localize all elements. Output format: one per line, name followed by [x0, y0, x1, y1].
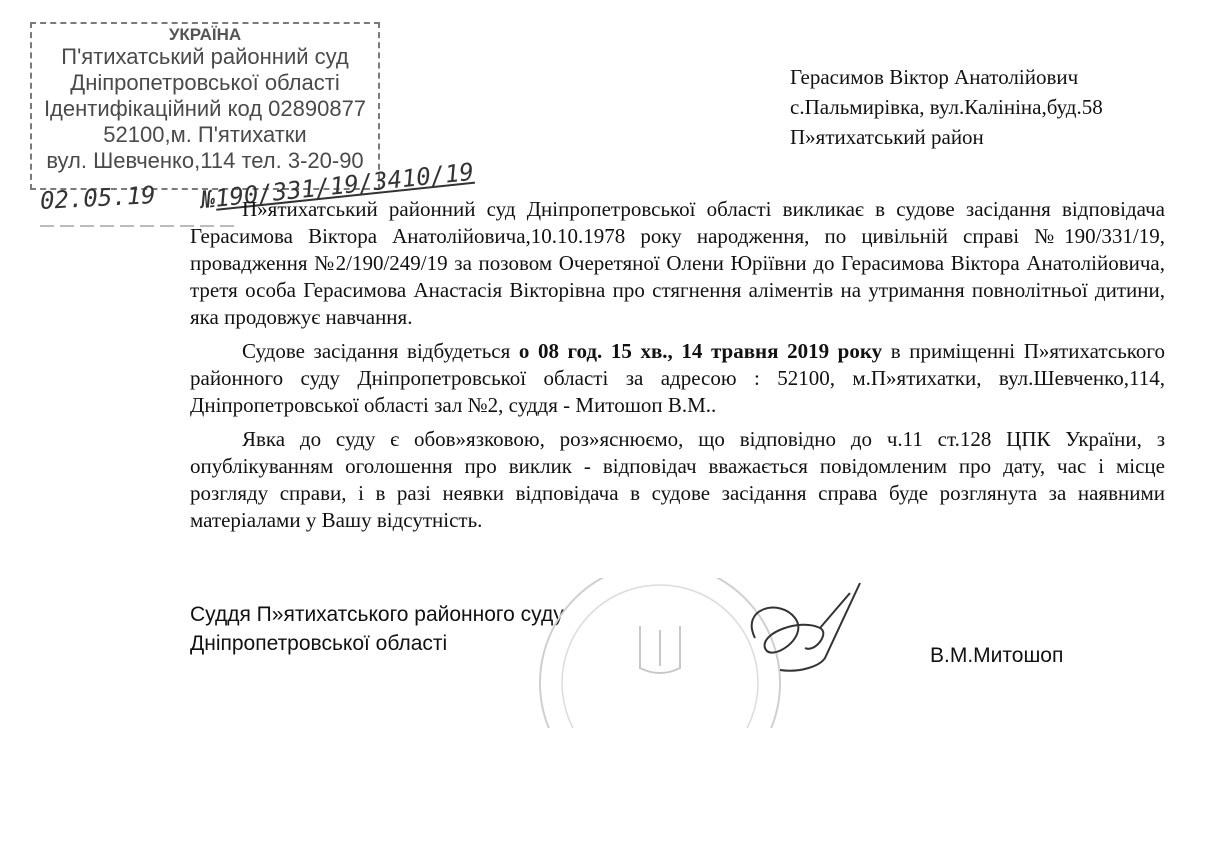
judge-position	[190, 600, 564, 658]
summons-paragraph-1: П»ятихатський районний суд Дніпропетровської області викликає в судове засідання відповідача Герасимова Віктора Анатолійовича,10.10.1978 року народження, по цивільній справі №190/331/19, провадження №2/190/249/19 за позовом Очеретяної Олени Юріївни до Герасимова Віктора Анатолійовича, третя особа Герасимова Анастасія Вікторівна про стягнення аліментів на утримання повнолітньої дитини, яка продовжує навчання.	[190, 197, 1165, 329]
trident-emblem	[640, 626, 680, 673]
seal-and-signature	[520, 578, 880, 728]
recipient-name: Герасимов Віктор Анатолійович	[790, 65, 1079, 89]
summons-paragraph-3: Явка до суду є обов»язковою, роз»яснюємо, що відповідно до ч.11 ст.128 ЦПК України, з опублікуванням оголошення про виклик - відповідач вважається повідомленим про дату, час і місце розгляду справи, і в разі неявки відповідача в судове засідання справа буде розглянута за наявними матеріалами у Вашу відсутність.	[190, 427, 1165, 532]
stamp-number-value: 190/331/19/3410/19	[213, 157, 476, 213]
summons-body	[190, 196, 1165, 541]
stamp-court-name: П'ятихатський районний суд	[61, 44, 349, 69]
handwritten-signature	[752, 583, 860, 671]
stamp-country: УКРАЇНА	[168, 25, 242, 44]
judge-position-line2: Дніпропетровської області	[190, 632, 448, 655]
summons-paragraph-2	[190, 338, 1165, 419]
court-stamp	[30, 22, 380, 190]
stamp-number-prefix: №	[199, 184, 217, 215]
stamp-id-code: Ідентифікаційний код 02890877	[43, 96, 367, 121]
stamp-date: 02.05.19	[39, 180, 157, 216]
stamp-street: вул. Шевченко,114 тел. 3-20-90	[46, 148, 364, 173]
hearing-intro: Судове засідання відбудеться	[242, 339, 519, 363]
recipient-block	[790, 62, 1103, 152]
stamp-city: 52100,м. П'ятихатки	[103, 122, 307, 147]
hearing-place: в приміщенні П»ятихатського районного суду Дніпропетровської області за адресою : 52100, м.П»ятихатки, вул.Шевченко,114, Дніпропетровської області зал №2, суддя - Митошоп В.М..	[190, 339, 1166, 417]
hearing-datetime: о 08 год. 15 хв., 14 травня 2019 року	[518, 339, 883, 363]
stamp-region: Дніпропетровської області	[70, 70, 340, 95]
recipient-address: с.Пальмирівка, вул.Калініна,буд.58	[790, 95, 1103, 119]
judge-position-line1: Суддя П»ятихатського районного суду	[190, 603, 564, 626]
recipient-district: П»ятихатський район	[790, 125, 984, 149]
judge-name: В.М.Митошоп	[930, 644, 1064, 667]
